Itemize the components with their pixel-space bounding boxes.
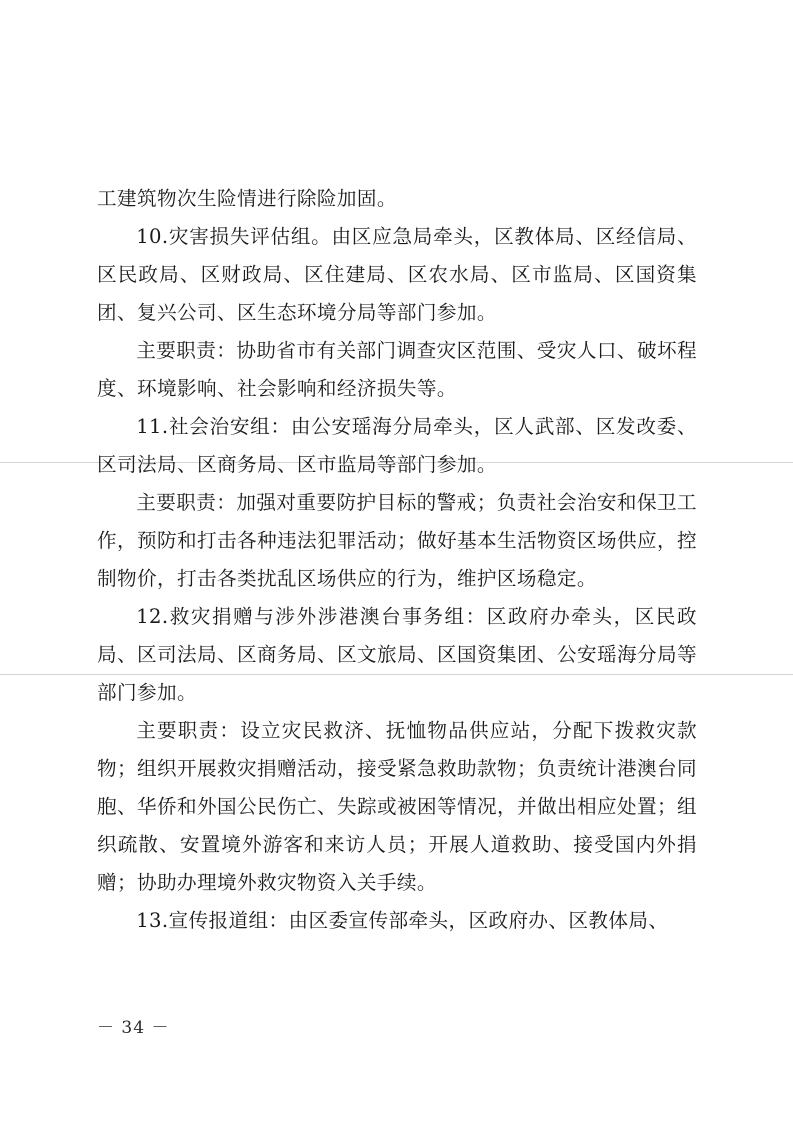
paragraph-duty-12: 主要职责：设立灾民救济、抚恤物品供应站，分配下拨救灾款物；组织开展救灾捐赠活动，接受紧急救助款物；负责统计港澳台同胞、华侨和外国公民伤亡、失踪或被困等情况，并做出相应处置；组织疏散、安置境外游客和来访人员；开展人道救助、接受国内外捐赠；协助办理境外救灾物资入关手续。	[97, 719, 697, 894]
paragraph-continuation: 工建筑物次生险情进行除险加固。	[97, 187, 397, 210]
paragraph-item-11: 11.社会治安组：由公安瑶海分局牵头，区人武部、区发改委、区司法局、区商务局、区市监局等部门参加。	[97, 415, 697, 476]
page-number: － 34 －	[97, 1018, 170, 1038]
paragraph-item-13: 13.宣传报道组：由区委宣传部牵头，区政府办、区教体局、	[136, 909, 669, 932]
document-body	[97, 180, 697, 940]
paragraph-duty-11: 主要职责：加强对重要防护目标的警戒；负责社会治安和保卫工作，预防和打击各种违法犯罪活动；做好基本生活物资区场供应，控制物价，打击各类扰乱区场供应的行为，维护区场稳定。	[97, 491, 697, 590]
paragraph-item-10: 10.灾害损失评估组。由区应急局牵头，区教体局、区经信局、区民政局、区财政局、区住建局、区农水局、区市监局、区国资集团、复兴公司、区生态环境分局等部门参加。	[97, 225, 697, 324]
paragraph-duty-10: 主要职责：协助省市有关部门调查灾区范围、受灾人口、破坏程度、环境影响、社会影响和经济损失等。	[97, 339, 697, 400]
paragraph-item-12: 12.救灾捐赠与涉外涉港澳台事务组：区政府办牵头，区民政局、区司法局、区商务局、区文旅局、区国资集团、公安瑶海分局等部门参加。	[97, 605, 697, 704]
